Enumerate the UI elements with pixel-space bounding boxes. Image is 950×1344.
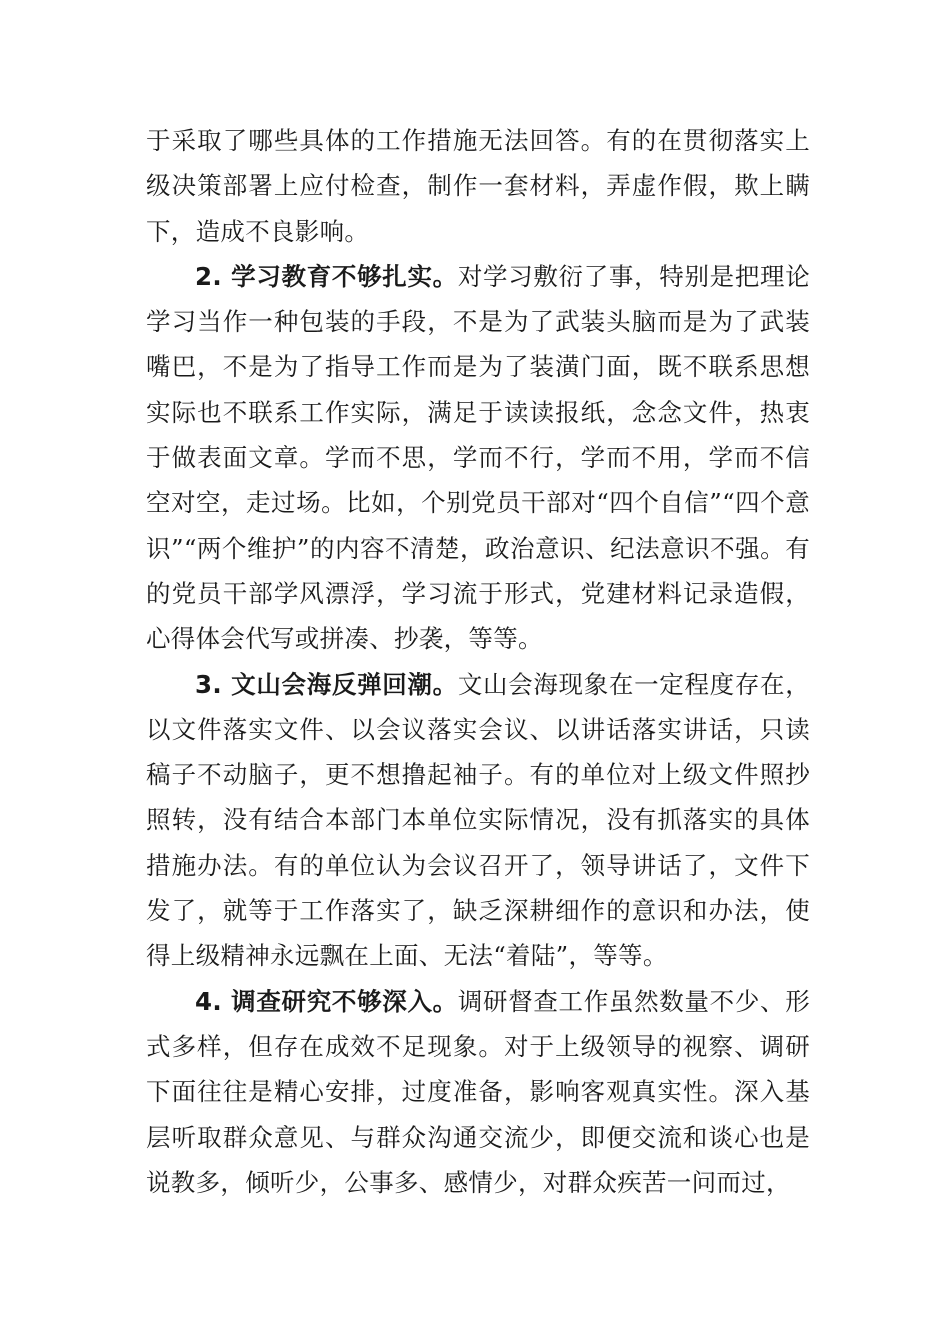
- paragraph-investigation-research: [146, 979, 810, 1205]
- paragraph-body: 文山会海现象在一定程度存在，以文件落实文件、以会议落实会议、以讲话落实讲话，只读稿子不动脑子，更不想撸起袖子。有的单位对上级文件照抄照转，没有结合本部门本单位实际情况，没有抓落实的具体措施办法。有的单位认为会议召开了，领导讲话了，文件下发了，就等于工作落实了，缺乏深耕细作的意识和办法，使得上级精神永远飘在上面、无法“着陆”，等等。: [146, 669, 811, 971]
- paragraph-heading: 3. 文山会海反弹回潮。: [195, 669, 458, 699]
- paragraph-body: 调研督查工作虽然数量不少、形式多样，但存在成效不足现象。对于上级领导的视察、调研下面往往是精心安排，过度准备，影响客观真实性。深入基层听取群众意见、与群众沟通交流少，即便交流和谈心也是说教多，倾听少，公事多、感情少，对群众疾苦一问而过，: [146, 986, 811, 1197]
- text-column: [146, 118, 810, 1205]
- paragraph-meetings-documents: [146, 662, 810, 979]
- paragraph-continuation: [146, 118, 810, 254]
- paragraph-body: 对学习敷衍了事，特别是把理论学习当作一种包装的手段，不是为了武装头脑而是为了武装嘴巴，不是为了指导工作而是为了装潢门面，既不联系思想实际也不联系工作实际，满足于读读报纸，念念文件，热衷于做表面文章。学而不思，学而不行，学而不用，学而不信空对空，走过场。比如，个别党员干部对“四个自信”“四个意识”“两个维护”的内容不清楚，政治意识、纪法意识不强。有的党员干部学风漂浮，学习流于形式，党建材料记录造假，心得体会代写或拼凑、抄袭，等等。: [146, 261, 811, 654]
- paragraph-study-education: [146, 254, 810, 662]
- paragraph-heading: 2. 学习教育不够扎实。: [195, 261, 458, 291]
- paragraph-body: 于采取了哪些具体的工作措施无法回答。有的在贯彻落实上级决策部署上应付检查，制作一套材料，弄虚作假，欺上瞒下，造成不良影响。: [146, 126, 810, 246]
- paragraph-heading: 4. 调查研究不够深入。: [195, 986, 458, 1016]
